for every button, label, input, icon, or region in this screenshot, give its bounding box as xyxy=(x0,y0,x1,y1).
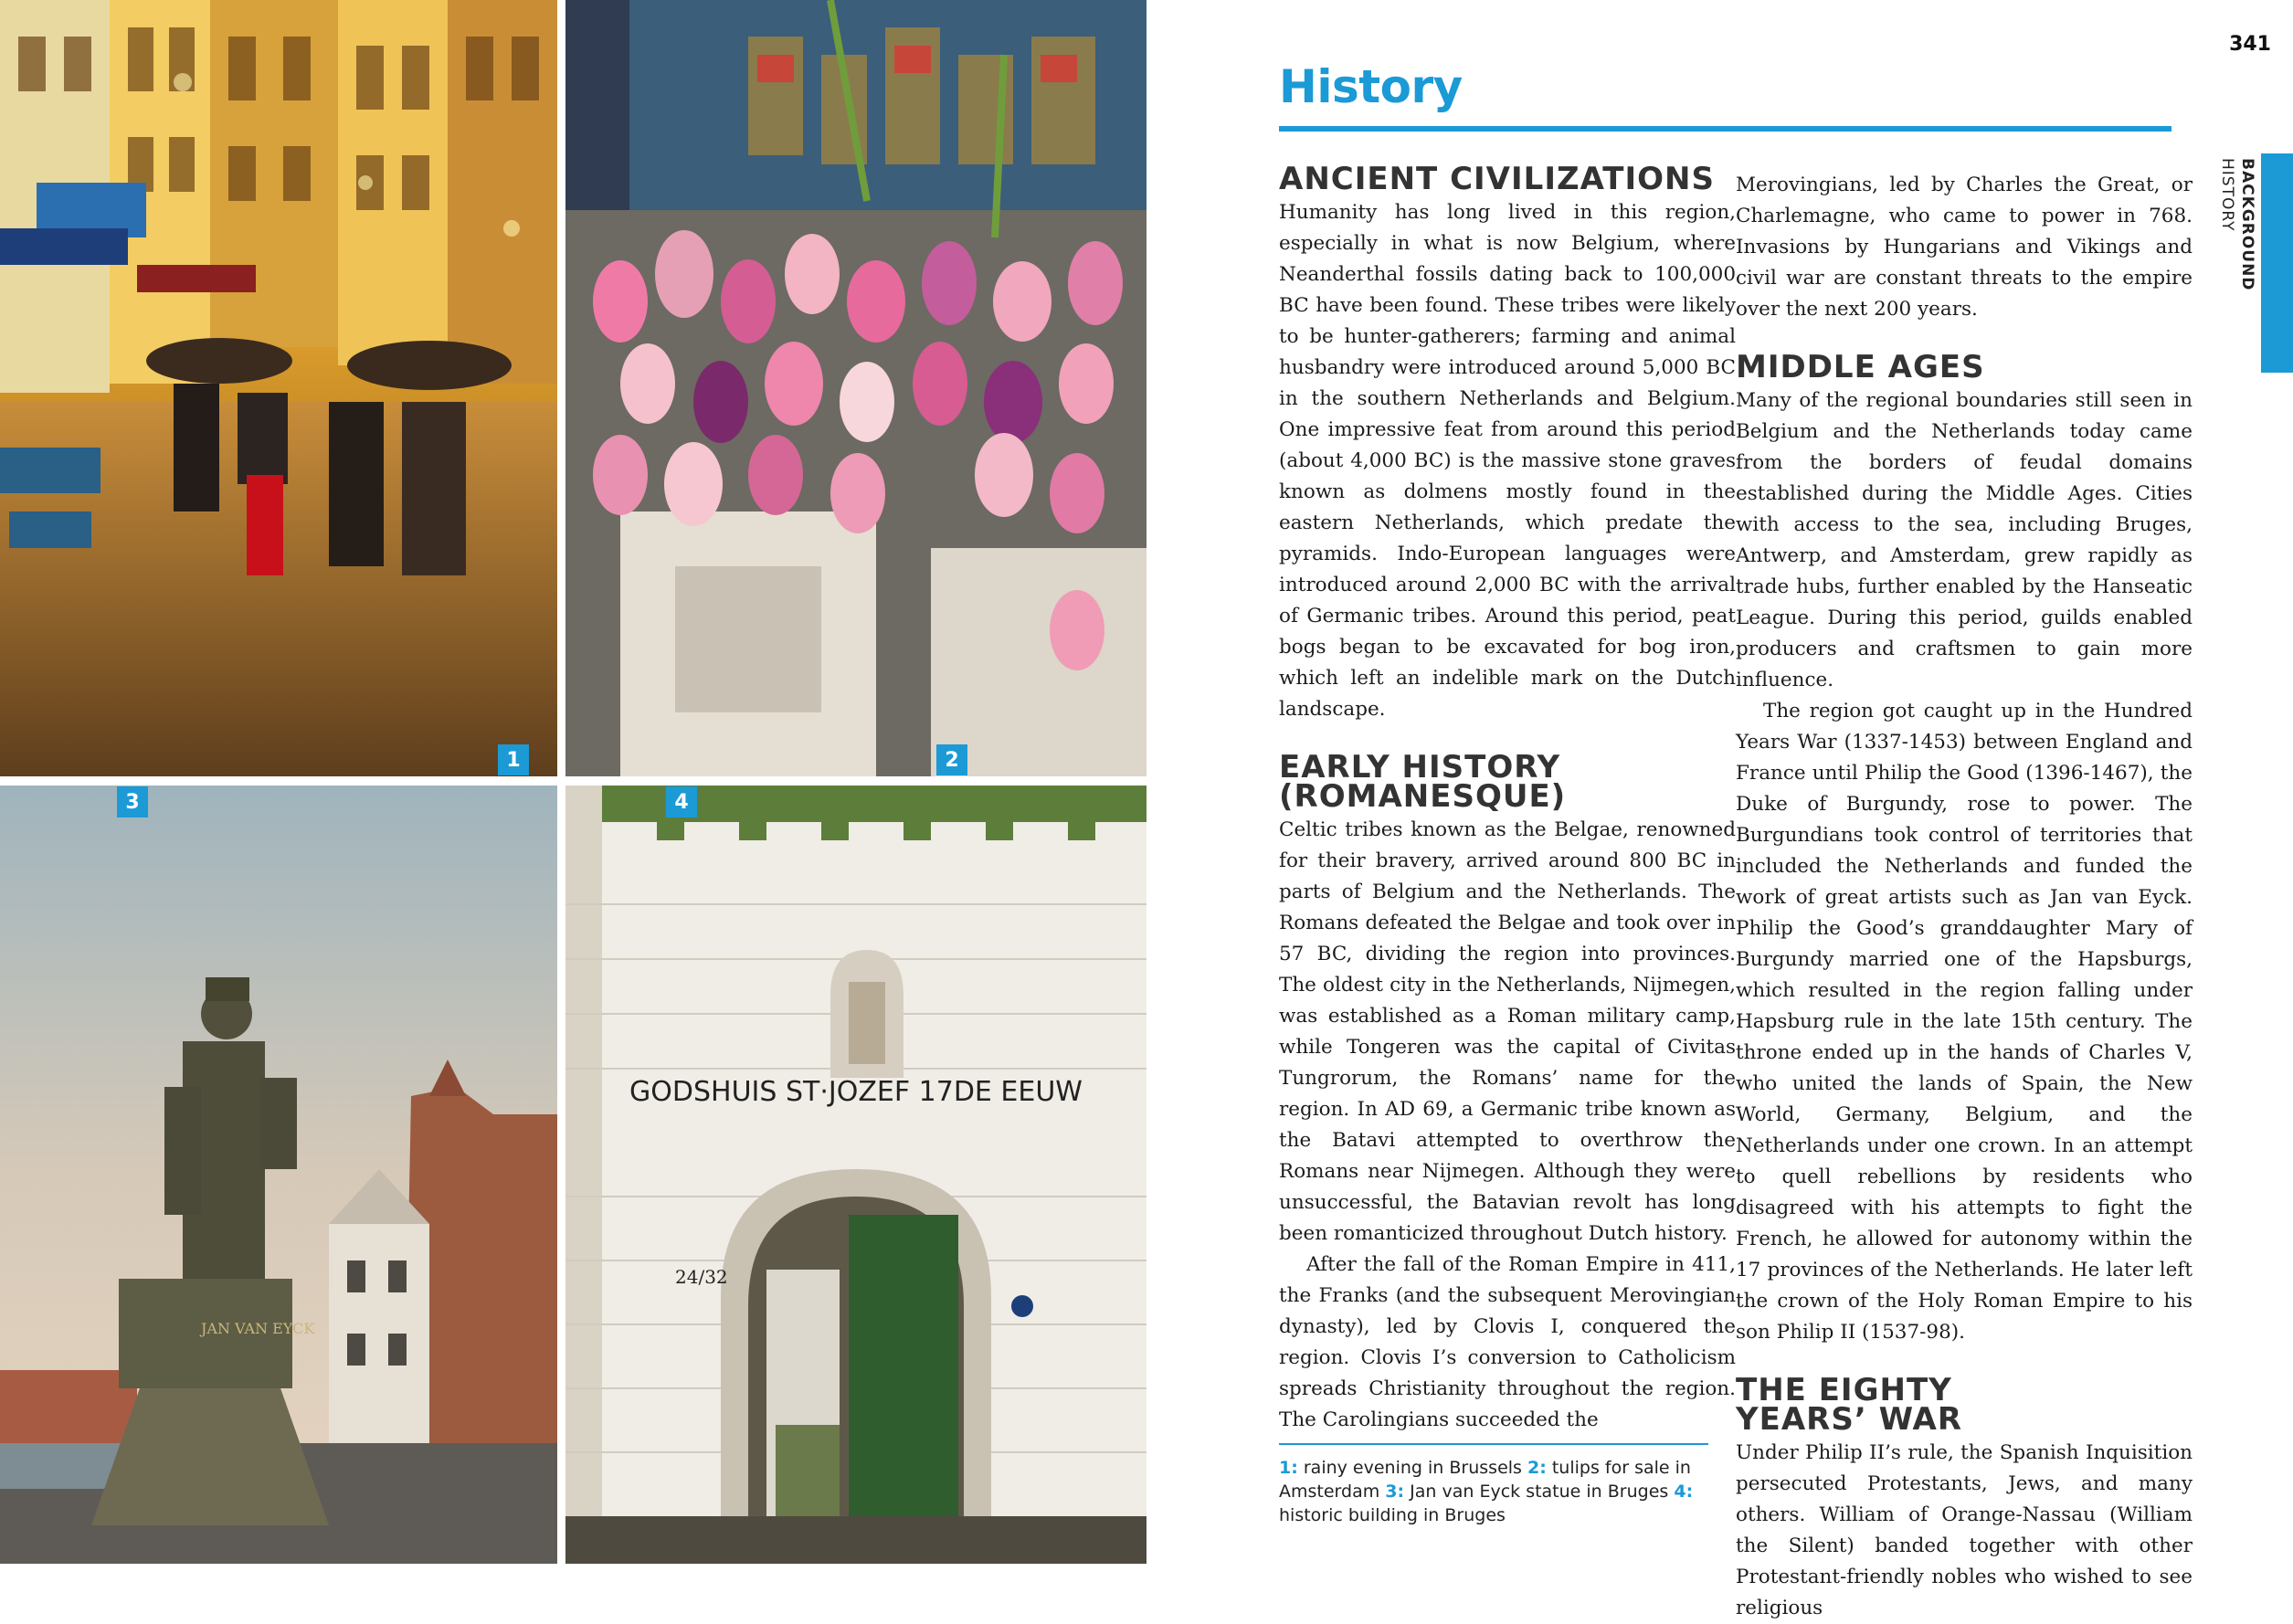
heading-eighty-line1: THE EIGHTY xyxy=(1736,1372,1952,1408)
heading-eighty-years-war xyxy=(1736,1372,2193,1438)
photo-jan-van-eyck-statue xyxy=(0,786,557,1564)
photo-badge-2: 2 xyxy=(936,744,967,775)
side-tab-label xyxy=(2212,158,2257,341)
paragraph-middle-2: The region got caught up in the Hundred Years War (1337-1453) between England and France until Philip the Good (1396-1467), the Duke of Burgundy, rose to power. The Burgundians took control of territories that included the Netherlands and funded the work of great artists such as Jan van Eyck. Philip the Good’s granddaughter Mary of Burgundy married one of the Hapsburgs, which resulted in the region falling under Hapsburg rule in the late 15th century. The throne ended up in the hands of Charles V, who united the lands of Spain, the New World, Germany, Belgium, and the Netherlands under one crown. In an attempt to quell rebellions by residents who disagreed with his attempts to fight the French, he allowed for autonomy within the 17 provinces of the Netherlands. He later left the crown of the Holy Roman Empire to his son Philip II (1537-98). xyxy=(1736,700,2193,1344)
caption-num-4: 4: xyxy=(1674,1482,1694,1502)
page-number: 341 xyxy=(2229,33,2271,56)
heading-early-history-line1: EARLY HISTORY xyxy=(1279,749,1561,786)
side-tab-marker xyxy=(2261,153,2293,373)
paragraph-early-1: Celtic tribes known as the Belgae, renowned for their bravery, arrived around 800 BC in parts of Belgium and the Netherlands. The Romans defeated the Belgae and took over in 57 BC, dividing the region into provinces. The oldest city in the Netherlands, Nijmegen, was established as a Roman military camp, while Tongeren was the capital of Civitas Tungrorum, the Romans’ name for the region. In AD 69, a Germanic tribe known as the Batavi attempted to overthrow the Romans near Nijmegen. Although they were unsuccessful, the Batavian revolt has long been romanticized throughout Dutch history. xyxy=(1279,818,1736,1245)
page-title: History xyxy=(1279,60,1463,113)
side-tab-section: BACKGROUND xyxy=(2238,158,2256,291)
caption-num-2: 2: xyxy=(1527,1458,1547,1478)
caption-text-1: rainy evening in Brussels xyxy=(1303,1458,1522,1478)
photo-rainy-evening-brussels xyxy=(0,0,557,776)
title-rule xyxy=(1279,126,2171,132)
door-number-text: 24/32 xyxy=(675,1266,728,1288)
photo-badge-1: 1 xyxy=(498,744,529,775)
caption-num-3: 3: xyxy=(1385,1482,1405,1502)
heading-ancient-civilizations: ANCIENT CIVILIZATIONS xyxy=(1279,161,1715,197)
paragraph-middle-1: Many of the regional boundaries still seen in Belgium and the Netherlands today came from the borders of feudal domains established during the Middle Ages. Cities with access to the sea, including Bruges, Antwerp, and Amsterdam, grew rapidly as trade hubs, further enabled by the Hanseatic League. During this period, guilds enabled producers and craftsmen to gain more influence. xyxy=(1736,389,2193,691)
heading-early-history-line2: (ROMANESQUE) xyxy=(1279,778,1567,815)
statue-plaque-text: JAN VAN EYCK xyxy=(201,1320,315,1337)
caption-num-1: 1: xyxy=(1279,1458,1298,1478)
photo-captions xyxy=(1279,1456,1708,1527)
paragraph-ancient-1: Humanity has long lived in this region, especially in what is now Belgium, where Neanderthal fossils dating back to 100,000 BC have been found. These tribes were likely to be hunter-gatherers; farming and animal husbandry were introduced around 5,000 BC in the southern Netherlands and Belgium. One impressive feat from around this period (about 4,000 BC) is the massive stone graves known as dolmens mostly found in the eastern Netherlands, which predate the pyramids. Indo-European languages were introduced around 2,000 BC with the arrival of Germanic tribes. Around this period, peat bogs began to be excavated for bog iron, which left an indelible mark on the Dutch landscape. xyxy=(1279,201,1736,721)
paragraph-early-continued: Merovingians, led by Charles the Great, or Charlemagne, who came to power in 768. Invasions by Hungarians and Vikings and civil war are constant threats to the empire over the next 200 years. xyxy=(1736,174,2193,321)
side-tab-subsection: HISTORY xyxy=(2218,158,2236,232)
photo-historic-building-bruges xyxy=(565,786,1146,1564)
heading-early-history xyxy=(1279,749,1736,815)
heading-eighty-line2: YEARS’ WAR xyxy=(1736,1401,1963,1438)
caption-rule xyxy=(1279,1443,1708,1445)
photo-tulips-amsterdam xyxy=(565,0,1146,776)
photo-collage xyxy=(0,0,1146,1564)
caption-text-3: Jan van Eyck statue in Bruges xyxy=(1410,1482,1669,1502)
caption-text-4: historic building in Bruges xyxy=(1279,1505,1506,1525)
caption-text-2: tulips for sale in Amsterdam xyxy=(1279,1458,1691,1502)
heading-middle-ages: MIDDLE AGES xyxy=(1736,349,1985,385)
building-sign-text: GODSHUIS ST·JOZEF 17DE EEUW xyxy=(629,1076,1083,1108)
paragraph-early-2: After the fall of the Roman Empire in 411, the Franks (and the subsequent Merovingian dynasty), led by Clovis I, conquered the region. Clovis I’s conversion to Catholicism spreads Christianity throughout the region. The Carolingians succeeded the xyxy=(1279,1253,1736,1431)
photo-badge-3: 3 xyxy=(117,786,148,817)
paragraph-eighty-1: Under Philip II’s rule, the Spanish Inquisition persecuted Protestants, Jews, and many others. William of Orange-Nassau (William the Silent) banded together with other Protestant-friendly nobles who wished to see religious xyxy=(1736,1441,2193,1619)
text-column-left xyxy=(1279,157,1736,1436)
photo-badge-4: 4 xyxy=(666,786,697,817)
text-column-right xyxy=(1736,170,2193,1624)
